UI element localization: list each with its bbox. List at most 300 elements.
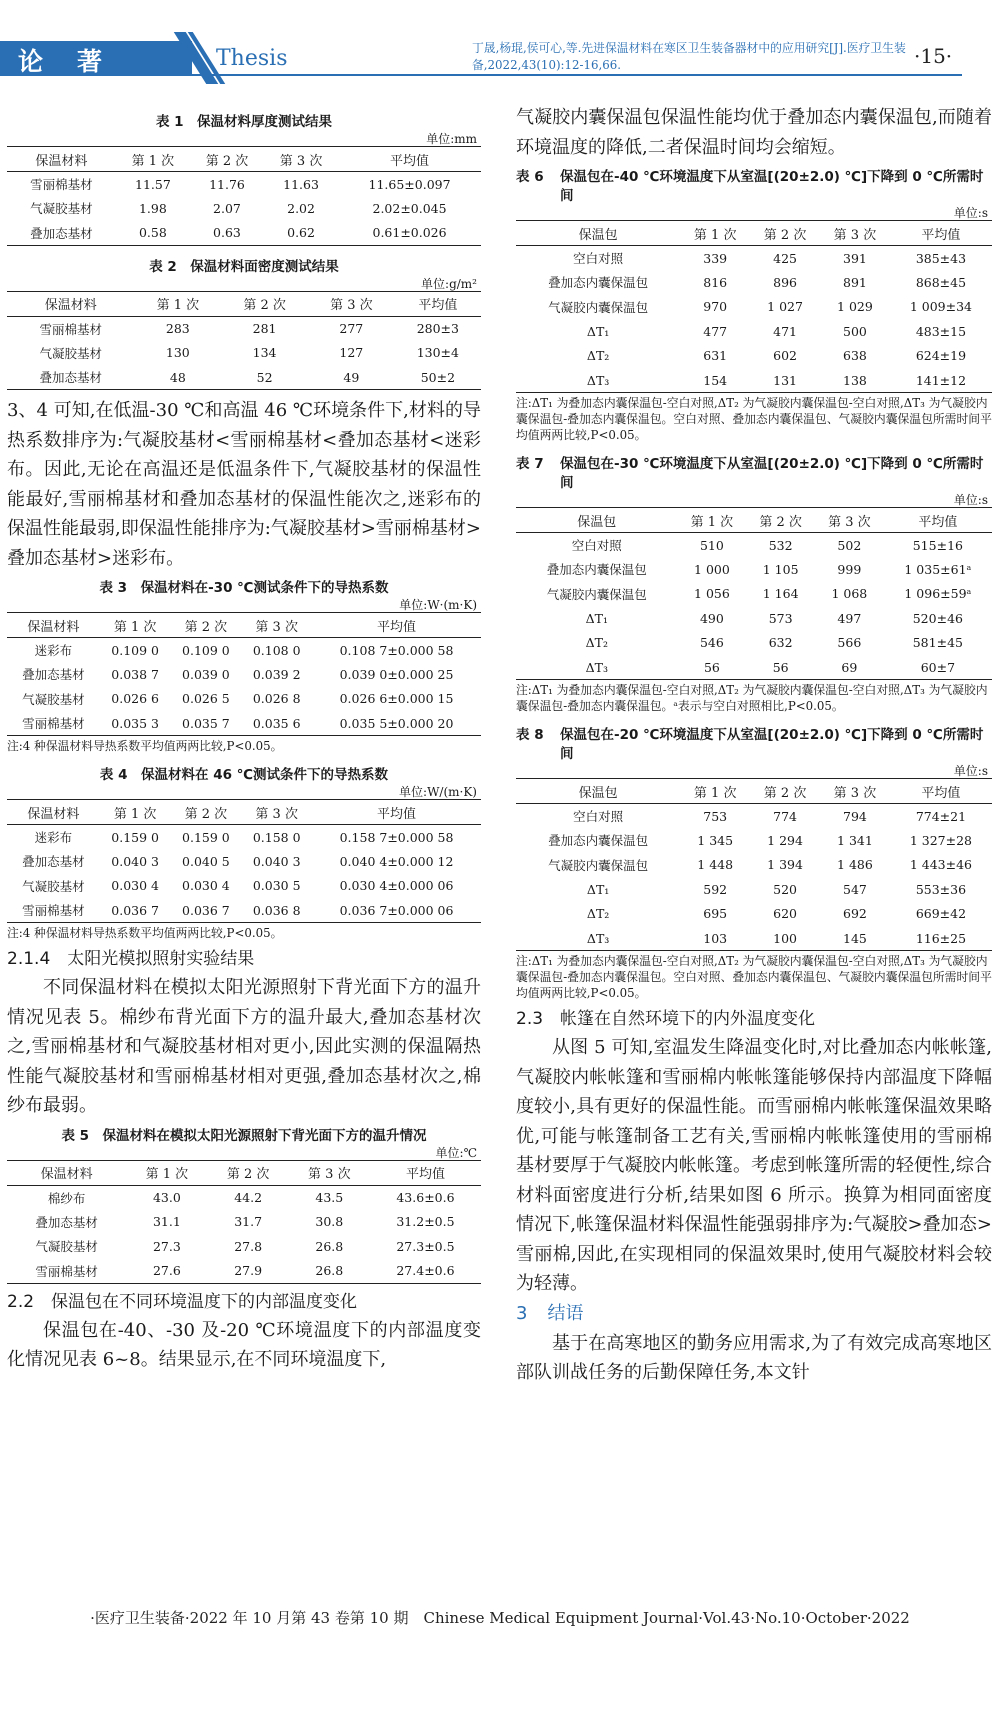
table-4-note: 注:4 种保温材料导热系数平均值两两比较,P<0.05。: [7, 926, 283, 940]
table-6-number: 表 6: [516, 169, 544, 185]
column-header: 第 3 次: [820, 779, 890, 804]
column-header: 保温材料: [7, 613, 100, 638]
table-header-row: [7, 147, 481, 172]
table-6-title: [516, 168, 992, 206]
page-footer: ·医疗卫生装备·2022 年 10 月第 43 卷第 10 期 Chinese Medical Equipment Journal·Vol.43·No.10·October·2022: [90, 1609, 910, 1627]
table-cell: 816: [703, 274, 728, 290]
table-cell: 空白对照: [573, 809, 624, 824]
table-2-title: 表 2 保温材料面密度测试结果: [149, 258, 339, 275]
table-cell: 0.040 5: [182, 853, 230, 869]
column-header: 平均值: [312, 800, 481, 825]
table-cell: 叠加态基材: [22, 667, 85, 683]
table-header-row: [516, 779, 992, 804]
column-header: 平均值: [890, 221, 992, 246]
table-cell: 632: [768, 635, 793, 651]
table-cell: 281: [252, 321, 277, 336]
table-row: [7, 1234, 481, 1259]
table-cell: 1 341: [837, 832, 873, 848]
column-header: 第 3 次: [241, 613, 312, 638]
table-cell: 2.02: [287, 200, 315, 216]
column-header: 第 3 次: [241, 800, 312, 825]
table-row: [516, 368, 992, 393]
table-8: [516, 778, 992, 951]
table-cell: 1 096±59ᵃ: [904, 586, 972, 602]
table-row: [516, 655, 992, 680]
column-header: 保温包: [516, 779, 680, 804]
section-2-2-heading: 2.2 保温包在不同环境温度下的内部温度变化: [7, 1291, 358, 1312]
citation: 丁晟,杨琨,侯可心,等.先进保温材料在寒区卫生装备器材中的应用研究[J].医疗卫生装备,2022,43(10):12-16,66.: [472, 41, 906, 72]
table-cell: 500: [843, 323, 867, 339]
table-2: [7, 291, 481, 391]
table-row: [516, 582, 992, 607]
table-cell: 134: [252, 345, 277, 361]
table-row: [516, 606, 992, 631]
table-cell: 547: [843, 881, 867, 897]
table-8-unit: 单位:s: [953, 764, 988, 778]
column-header: 保温包: [516, 508, 678, 533]
table-cell: 553±36: [915, 881, 967, 897]
table-cell: 130: [165, 345, 190, 361]
table-cell: ΔT₁: [586, 323, 610, 339]
column-header: 平均值: [395, 291, 481, 316]
table-cell: 11.63: [283, 176, 319, 192]
table-cell: 1 345: [697, 832, 734, 848]
table-cell: 573: [768, 610, 793, 626]
table-cell: 0.109 0: [182, 642, 230, 658]
table-cell: 490: [699, 610, 724, 626]
table-7-unit: 单位:s: [953, 493, 988, 507]
table-8-note: 注:ΔT₁ 为叠加态内囊保温包-空白对照,ΔT₂ 为气凝胶内囊保温包-空白对照,ΔT₃ 为气凝胶内囊保温包-叠加态内囊保温包。空白对照、叠加态内囊保温包、气凝胶内囊保温包所需时间平均值两两比较,P<0.05。: [516, 954, 992, 1000]
table-cell: 602: [773, 348, 797, 364]
table-cell: 0.036 7: [171, 898, 242, 923]
table-cell: 气凝胶基材: [35, 1239, 98, 1255]
column-header: 第 2 次: [750, 779, 820, 804]
table-cell: 叠加态内囊保温包: [548, 275, 649, 291]
table-cell: 50±2: [395, 365, 481, 390]
column-header: 第 1 次: [100, 613, 171, 638]
table-cell: 气凝胶内囊保温包: [548, 857, 649, 873]
table-cell: 气凝胶基材: [22, 878, 85, 894]
table-cell: 0.039 2: [252, 666, 301, 682]
table-cell: 339: [703, 250, 728, 266]
table-cell: 566: [837, 635, 862, 651]
table-cell: 0.63: [190, 221, 264, 246]
table-cell: 叠加态基材: [7, 365, 134, 390]
table-cell: 391: [843, 250, 867, 266]
table-row: [7, 365, 481, 390]
table-cell: 27.3: [152, 1238, 181, 1254]
table-cell: 131: [750, 368, 820, 393]
section-2-3-heading: 2.3 帐篷在自然环境下的内外温度变化: [516, 1009, 816, 1029]
table-row: [7, 874, 481, 899]
table-header-row: [7, 800, 481, 825]
column-header: 第 1 次: [134, 291, 221, 316]
table-cell: ΔT₁: [586, 881, 610, 897]
table-cell: 0.030 4: [182, 878, 230, 894]
table-cell: 0.030 5: [252, 878, 301, 894]
table-row: [516, 295, 992, 320]
table-cell: 11.57: [135, 176, 171, 192]
table-cell: 27.9: [208, 1259, 289, 1284]
table-cell: 471: [773, 323, 797, 339]
column-header: 保温包: [516, 221, 680, 246]
table-cell: 0.026 6±0.000 15: [339, 691, 454, 707]
table-cell: 0.039 0: [182, 666, 230, 682]
table-cell: 1 327±28: [909, 832, 973, 848]
table-6-note: 注:ΔT₁ 为叠加态内囊保温包-空白对照,ΔT₂ 为气凝胶内囊保温包-空白对照,ΔT₃ 为气凝胶内囊保温包-叠加态内囊保温包。空白对照、叠加态内囊保温包、气凝胶内囊保温包所需时间平均值两两比较,P<0.05。: [516, 396, 992, 442]
table-cell: 27.4±0.6: [370, 1259, 481, 1284]
table-cell: 1 035±61ᵃ: [904, 561, 972, 577]
table-cell: 叠加态基材: [7, 221, 116, 246]
table-cell: 气凝胶内囊保温包: [548, 299, 649, 315]
table-cell: 1 027: [767, 299, 803, 315]
table-cell: 0.030 4: [111, 878, 159, 894]
table-cell: 624±19: [915, 348, 967, 364]
table-cell: 868±45: [915, 274, 967, 290]
table-cell: 1 105: [762, 561, 799, 577]
table-row: [516, 557, 992, 582]
table-cell: 477: [703, 323, 728, 339]
page-number: ·15·: [914, 44, 953, 68]
table-cell: 138: [820, 368, 890, 393]
column-header: 第 1 次: [116, 147, 190, 172]
table-cell: 1.98: [138, 200, 167, 216]
column-header: 第 2 次: [750, 221, 820, 246]
table-cell: 0.026 8: [252, 691, 301, 707]
table-cell: 277: [339, 321, 364, 336]
table-cell: ΔT₃: [516, 655, 678, 680]
table-cell: 546: [699, 635, 724, 651]
table-6-unit: 单位:s: [953, 206, 988, 220]
table-cell: 雪丽棉基材: [7, 711, 100, 736]
table-cell: 空白对照: [571, 538, 622, 553]
table-5-unit: 单位:℃: [435, 1145, 477, 1160]
table-cell: 103: [680, 926, 750, 951]
table-header-row: [7, 291, 481, 316]
table-cell: 532: [768, 537, 793, 553]
table-row: [7, 1259, 481, 1284]
section-3-heading: [516, 1299, 992, 1329]
table-cell: 0.036 7±0.000 06: [312, 898, 481, 923]
table-7-caption: 保温包在-30 ℃环境温度下从室温[(20±2.0) ℃]下降到 0 ℃所需时间: [560, 456, 984, 491]
column-header: 第 3 次: [264, 147, 338, 172]
column-header: 平均值: [338, 147, 481, 172]
column-header: 第 2 次: [190, 147, 264, 172]
table-cell: 0.040 3: [111, 853, 159, 869]
table-cell: 27.3±0.5: [396, 1238, 455, 1254]
paragraph-continued: 气凝胶内囊保温包保温性能均优于叠加态内囊保温包,而随着环境温度的降低,二者保温时间均会缩短。: [516, 107, 992, 158]
table-cell: 0.038 7: [111, 666, 159, 682]
table-cell: 100: [750, 926, 820, 951]
table-6-caption: 保温包在-40 ℃环境温度下从室温[(20±2.0) ℃]下降到 0 ℃所需时间: [560, 169, 984, 204]
table-cell: 1 000: [694, 561, 730, 577]
table-row: [516, 246, 992, 271]
table-cell: 1 009±34: [909, 299, 973, 315]
table-cell: 2.07: [213, 200, 241, 216]
table-cell: 1 448: [697, 857, 734, 873]
table-row: [516, 902, 992, 927]
column-header: 第 1 次: [678, 508, 747, 533]
table-cell: ΔT₂: [586, 906, 610, 922]
column-header: 保温材料: [7, 1160, 126, 1185]
table-cell: 43.5: [315, 1190, 344, 1205]
column-header: 保温材料: [7, 800, 100, 825]
page-header: [0, 32, 1000, 84]
table-cell: 2.02±0.045: [372, 200, 447, 216]
header-rule: [192, 74, 962, 76]
table-cell: 0.039 0±0.000 25: [339, 666, 454, 682]
column-header: 平均值: [884, 508, 992, 533]
table-7-note: 注:ΔT₁ 为叠加态内囊保温包-空白对照,ΔT₂ 为气凝胶内囊保温包-空白对照,ΔT₃ 为气凝胶内囊保温包-叠加态内囊保温包。ᵃ表示与空白对照相比,P<0.05。: [516, 683, 988, 713]
table-cell: 叠加态内囊保温包: [548, 833, 649, 849]
table-cell: 0.108 0: [252, 642, 301, 658]
table-cell: 1 443±46: [909, 857, 973, 873]
table-cell: 581±45: [912, 635, 963, 651]
table-header-row: [516, 221, 992, 246]
table-cell: 0.158 0: [252, 829, 301, 845]
table-cell: 56: [678, 655, 747, 680]
table-cell: 483±15: [915, 323, 967, 339]
table-row: [7, 638, 481, 663]
table-8-caption: 保温包在-20 ℃环境温度下从室温[(20±2.0) ℃]下降到 0 ℃所需时间: [560, 727, 984, 762]
column-header: 第 2 次: [746, 508, 815, 533]
table-cell: 11.76: [209, 176, 245, 192]
table-cell: 385±43: [915, 250, 967, 266]
table-cell: 43.6±0.6: [396, 1190, 455, 1205]
table-7-title: [516, 455, 992, 493]
right-column: [516, 103, 992, 1388]
section-2-1-4-heading: 2.1.4 太阳光模拟照射实验结果: [7, 949, 255, 969]
table-cell: 69: [815, 655, 884, 680]
table-cell: 1 394: [767, 857, 803, 873]
table-row: [7, 849, 481, 874]
table-cell: 棉纱布: [47, 1190, 86, 1206]
table-cell: 49: [308, 365, 395, 390]
table-4: [7, 799, 481, 923]
table-6: [516, 220, 992, 393]
table-cell: 502: [837, 537, 862, 553]
table-cell: ΔT₂: [585, 635, 608, 651]
column-header: 第 2 次: [171, 613, 242, 638]
section-label-en: Thesis: [216, 46, 288, 71]
table-cell: 116±25: [890, 926, 992, 951]
table-3-unit: 单位:W·(m·K): [399, 598, 477, 612]
column-header: 第 1 次: [680, 779, 750, 804]
table-cell: 280±3: [416, 321, 459, 336]
table-cell: 48: [134, 365, 221, 390]
table-row: [516, 533, 992, 558]
table-1: [7, 146, 481, 246]
table-4-title: 表 4 保温材料在 46 ℃测试条件下的导热系数: [99, 767, 389, 783]
table-cell: ΔT₂: [586, 348, 610, 364]
table-cell: 0.026 6: [111, 691, 159, 707]
table-cell: 0.035 3: [100, 711, 171, 736]
table-cell: 0.62: [264, 221, 338, 246]
table-cell: 1 294: [767, 832, 803, 848]
table-cell: 雪丽棉基材: [7, 1259, 126, 1284]
table-row: [516, 804, 992, 829]
table-3-title: 表 3 保温材料在-30 ℃测试条件下的导热系数: [99, 580, 389, 596]
table-row: [516, 319, 992, 344]
table-cell: 425: [773, 250, 797, 266]
table-cell: 0.109 0: [111, 642, 159, 658]
table-cell: 56: [746, 655, 815, 680]
table-row: [7, 825, 481, 850]
table-cell: 52: [221, 365, 308, 390]
table-cell: 雪丽棉基材: [39, 321, 102, 337]
table-1-unit: 单位:mm: [426, 132, 477, 146]
paragraph-2-2: 保温包在-40、-30 及-20 ℃环境温度下的内部温度变化情况见表 6~8。结果显示,在不同环境温度下,: [7, 1319, 481, 1370]
table-cell: 0.036 8: [241, 898, 312, 923]
table-cell: 31.1: [152, 1214, 181, 1230]
table-cell: 1 164: [762, 586, 799, 602]
table-cell: 130±4: [416, 345, 459, 361]
table-cell: 27.6: [126, 1259, 207, 1284]
section-label-cn: 论著: [18, 47, 137, 76]
table-cell: 气凝胶基材: [22, 691, 85, 707]
table-cell: 999: [837, 561, 862, 577]
table-row: [516, 828, 992, 853]
table-cell: 1 486: [837, 857, 873, 873]
table-cell: 0.040 3: [252, 853, 301, 869]
table-cell: 叠加态内囊保温包: [546, 562, 647, 578]
table-cell: 631: [703, 348, 728, 364]
column-header: 第 2 次: [208, 1160, 289, 1185]
table-3-note: 注:4 种保温材料导热系数平均值两两比较,P<0.05。: [7, 739, 283, 753]
table-cell: 1 056: [694, 586, 730, 602]
table-cell: 970: [703, 299, 728, 315]
table-cell: 1 068: [831, 586, 868, 602]
table-row: [7, 898, 481, 923]
table-cell: 11.65±0.097: [368, 176, 451, 192]
table-cell: 0.108 7±0.000 58: [339, 642, 454, 658]
section-3-title: 结语: [547, 1302, 584, 1324]
table-cell: 794: [843, 808, 867, 824]
column-header: 第 2 次: [221, 291, 308, 316]
table-row: [7, 687, 481, 712]
table-row: [7, 221, 481, 246]
paragraph-conductivity: 3、4 可知,在低温-30 ℃和高温 46 ℃环境条件下,材料的导热系数排序为:气凝胶基材<雪丽棉基材<叠加态基材<迷彩布。因此,无论在高温还是低温条件下,气凝胶基材的保温性能最好,雪丽棉基材和叠加态基材的保温性能次之,迷彩布的保温性能最弱,即保温性能排序为:气凝胶基材>雪丽棉基材>叠加态基材>迷彩布。: [7, 400, 481, 569]
table-cell: 60±7: [884, 655, 992, 680]
table-row: [7, 1210, 481, 1235]
table-row: [7, 341, 481, 366]
table-cell: 叠加态基材: [35, 1214, 98, 1230]
table-cell: 31.7: [234, 1214, 263, 1230]
table-cell: 145: [820, 926, 890, 951]
table-cell: 638: [843, 348, 867, 364]
table-cell: 26.8: [315, 1238, 344, 1254]
table-cell: 695: [703, 906, 728, 922]
paragraph-2-3: 从图 5 可知,室温发生降温变化时,对比叠加态内帐帐篷,气凝胶内帐帐篷和雪丽棉内帐帐篷能够保持内部温度下降幅度较小,具有更好的保温性能。而雪丽棉内帐帐篷保温效果略优,可能与帐篷制备工艺有关,雪丽棉内帐帐篷使用的雪丽棉基材要厚于气凝胶内帐帐篷。考虑到帐篷所需的轻便性,综合材料面密度进行分析,结果如图 6 所示。换算为相同面密度情况下,帐篷保温材料保温性能强弱排序为:气凝胶>叠加态>雪丽棉,因此,在实现相同的保温效果时,使用气凝胶材料会较为轻薄。: [516, 1037, 992, 1294]
table-cell: 叠加态基材: [22, 854, 85, 870]
table-cell: 520±46: [912, 610, 963, 626]
table-cell: 127: [339, 345, 364, 361]
table-cell: 669±42: [915, 906, 967, 922]
table-cell: 141±12: [890, 368, 992, 393]
table-cell: 896: [773, 274, 797, 290]
column-header: 第 1 次: [100, 800, 171, 825]
table-row: [516, 270, 992, 295]
column-header: 第 1 次: [680, 221, 750, 246]
table-cell: 0.040 4±0.000 12: [339, 853, 454, 869]
table-3: [7, 612, 481, 736]
table-cell: 43.0: [152, 1190, 181, 1205]
table-cell: 0.159 0: [182, 829, 230, 845]
table-cell: 774: [773, 808, 797, 824]
table-cell: 891: [843, 274, 867, 290]
table-header-row: [7, 1160, 481, 1185]
table-cell: 1 029: [837, 299, 873, 315]
section-3-number: 3: [516, 1302, 528, 1324]
table-row: [7, 1185, 481, 1210]
table-8-title: [516, 726, 992, 764]
table-row: [516, 631, 992, 656]
table-row: [516, 926, 992, 951]
table-cell: 0.159 0: [111, 829, 159, 845]
table-cell: 154: [680, 368, 750, 393]
table-cell: 迷彩布: [34, 830, 73, 845]
table-cell: 0.035 7: [171, 711, 242, 736]
column-header: 平均值: [370, 1160, 481, 1185]
table-cell: 27.8: [234, 1238, 263, 1254]
table-1-title: 表 1 保温材料厚度测试结果: [155, 114, 333, 130]
table-cell: 753: [703, 808, 728, 824]
table-cell: 497: [837, 610, 862, 626]
table-cell: 0.035 6: [241, 711, 312, 736]
table-cell: 空白对照: [573, 251, 624, 266]
table-cell: 620: [773, 906, 797, 922]
table-cell: 0.58: [116, 221, 190, 246]
table-cell: 0.158 7±0.000 58: [339, 829, 454, 845]
table-row: [7, 662, 481, 687]
table-cell: 0.036 7: [100, 898, 171, 923]
table-cell: 0.035 5±0.000 20: [312, 711, 481, 736]
table-cell: 气凝胶基材: [30, 201, 93, 217]
table-cell: 0.030 4±0.000 06: [339, 878, 454, 894]
table-cell: ΔT₃: [516, 926, 680, 951]
table-cell: 31.2±0.5: [396, 1214, 455, 1230]
table-row: [7, 196, 481, 221]
table-cell: 692: [843, 906, 867, 922]
table-cell: 515±16: [912, 537, 963, 553]
column-header: 第 3 次: [308, 291, 395, 316]
table-7: [516, 507, 992, 680]
column-header: 保温材料: [7, 147, 116, 172]
paragraph-2-1-4: 不同保温材料在模拟太阳光源照射下背光面下方的温升情况见表 5。棉纱布背光面下方的温升最大,叠加态基材次之,雪丽棉基材和气凝胶基材相对更小,因此实测的保温隔热性能气凝胶基材和雪丽棉基材相对更强,叠加态基材次之,棉纱布最弱。: [7, 977, 481, 1116]
table-cell: 592: [703, 881, 728, 897]
table-row: [7, 316, 481, 341]
table-cell: 雪丽棉基材: [7, 898, 100, 923]
table-cell: 774±21: [915, 808, 967, 824]
table-8-number: 表 8: [516, 727, 544, 743]
column-header: 第 2 次: [171, 800, 242, 825]
column-header: 第 3 次: [289, 1160, 370, 1185]
table-cell: 0.61±0.026: [338, 221, 481, 246]
table-cell: 迷彩布: [34, 643, 73, 658]
column-header: 平均值: [890, 779, 992, 804]
table-row: [516, 877, 992, 902]
table-cell: 气凝胶基材: [39, 345, 102, 361]
left-column: [7, 103, 481, 1375]
table-7-number: 表 7: [516, 456, 544, 472]
column-header: 第 3 次: [820, 221, 890, 246]
table-cell: 雪丽棉基材: [30, 177, 93, 192]
table-cell: 44.2: [234, 1190, 263, 1205]
column-header: 第 3 次: [815, 508, 884, 533]
table-cell: 气凝胶内囊保温包: [546, 586, 647, 602]
table-cell: 510: [699, 537, 724, 553]
column-header: 第 1 次: [126, 1160, 207, 1185]
